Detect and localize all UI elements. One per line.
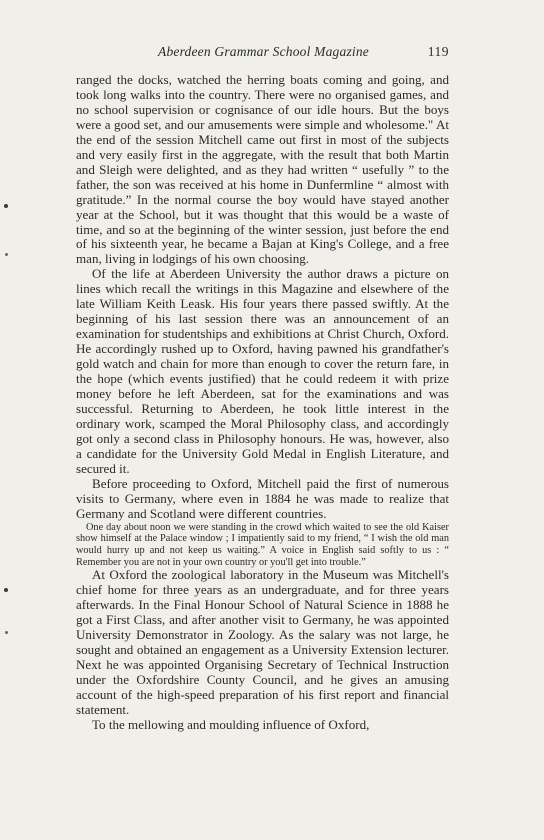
margin-dot [5, 253, 8, 256]
paragraph: Of the life at Aberdeen University the author draws a picture on lines which recall the writings in this Magazine and elsewhere of the late William Keith Leask. His four years there passed swiftly. At the beginning of his last session there was an announcement of an examination for studentships and exhibitions at Christ Church, Oxford. He accordingly rushed up to Oxford, having pawned his grandfather's gold watch and chain for more than enough to cover the return fare, in the hope (which events justified) that he could redeem it with prize money before he left Aberdeen, sat for the examinations and was successful. Returning to Aberdeen, he took little interest in the ordinary work, scamped the Moral Philosophy class, and accordingly got only a second class in Philosophy honours. He was, however, also a candidate for the University Gold Medal in English Literature, and secured it. [76, 266, 449, 476]
quote-text: One day about noon we were standing in the crowd which waited to see the old Kaiser show himself at the Palace window ; I impatiently said to my friend, “ I wish the old man would hurry up and not keep us waiting.” A voice in English said softly to us : “ Remember you are not in your own country or you'll get into trouble.” [76, 521, 449, 568]
block-quote [76, 522, 449, 569]
paragraph: ranged the docks, watched the herring boats coming and going, and took long walks into the country. There were no organised games, and no school supervision or cognisance of our idle hours. But the boys were a good set, and our amusements were simple and wholesome." At the end of the session Mitchell came out first in most of the subjects and very easily first in the aggregate, with the result that both Martin and Sleigh were delighted, and as they had written “ usefully ” to the father, the son was received at his home in Dunfermline “ almost with gratitude.” In the normal course the boy would have stayed another year at the School, but it was thought that this would be a waste of time, and so at the beginning of the winter session, just before the end of his sixteenth year, he became a Bajan at King's College, and a free man, living in lodgings of his own choosing. [76, 72, 449, 267]
page-number: 119 [427, 44, 449, 59]
running-header [76, 44, 449, 60]
body-text [76, 73, 449, 733]
margin-dot [5, 631, 8, 634]
running-title: Aberdeen Grammar School Magazine [158, 44, 369, 59]
margin-dot [4, 588, 8, 592]
paragraph: To the mellowing and moulding influence of Oxford, [92, 716, 370, 732]
margin-dot [4, 204, 8, 208]
paragraph: At Oxford the zoological laboratory in the Museum was Mitchell's chief home for three years as an undergraduate, and for three years afterwards. In the Final Honour School of Natural Science in 1888 he got a First Class, and after another visit to Germany, he was appointed University Demonstrator in Zoology. As the salary was not large, he sought and obtained an engagement as a University Extension lecturer. Next he was appointed Organising Secretary of Technical Instruction under the Oxfordshire County Council, and he gives an amusing account of the high-speed preparation of his first report and financial statement. [76, 567, 449, 717]
paragraph: Before proceeding to Oxford, Mitchell paid the first of numerous visits to Germany, where even in 1884 he was made to realize that Germany and Scotland were different countries. [76, 475, 449, 521]
